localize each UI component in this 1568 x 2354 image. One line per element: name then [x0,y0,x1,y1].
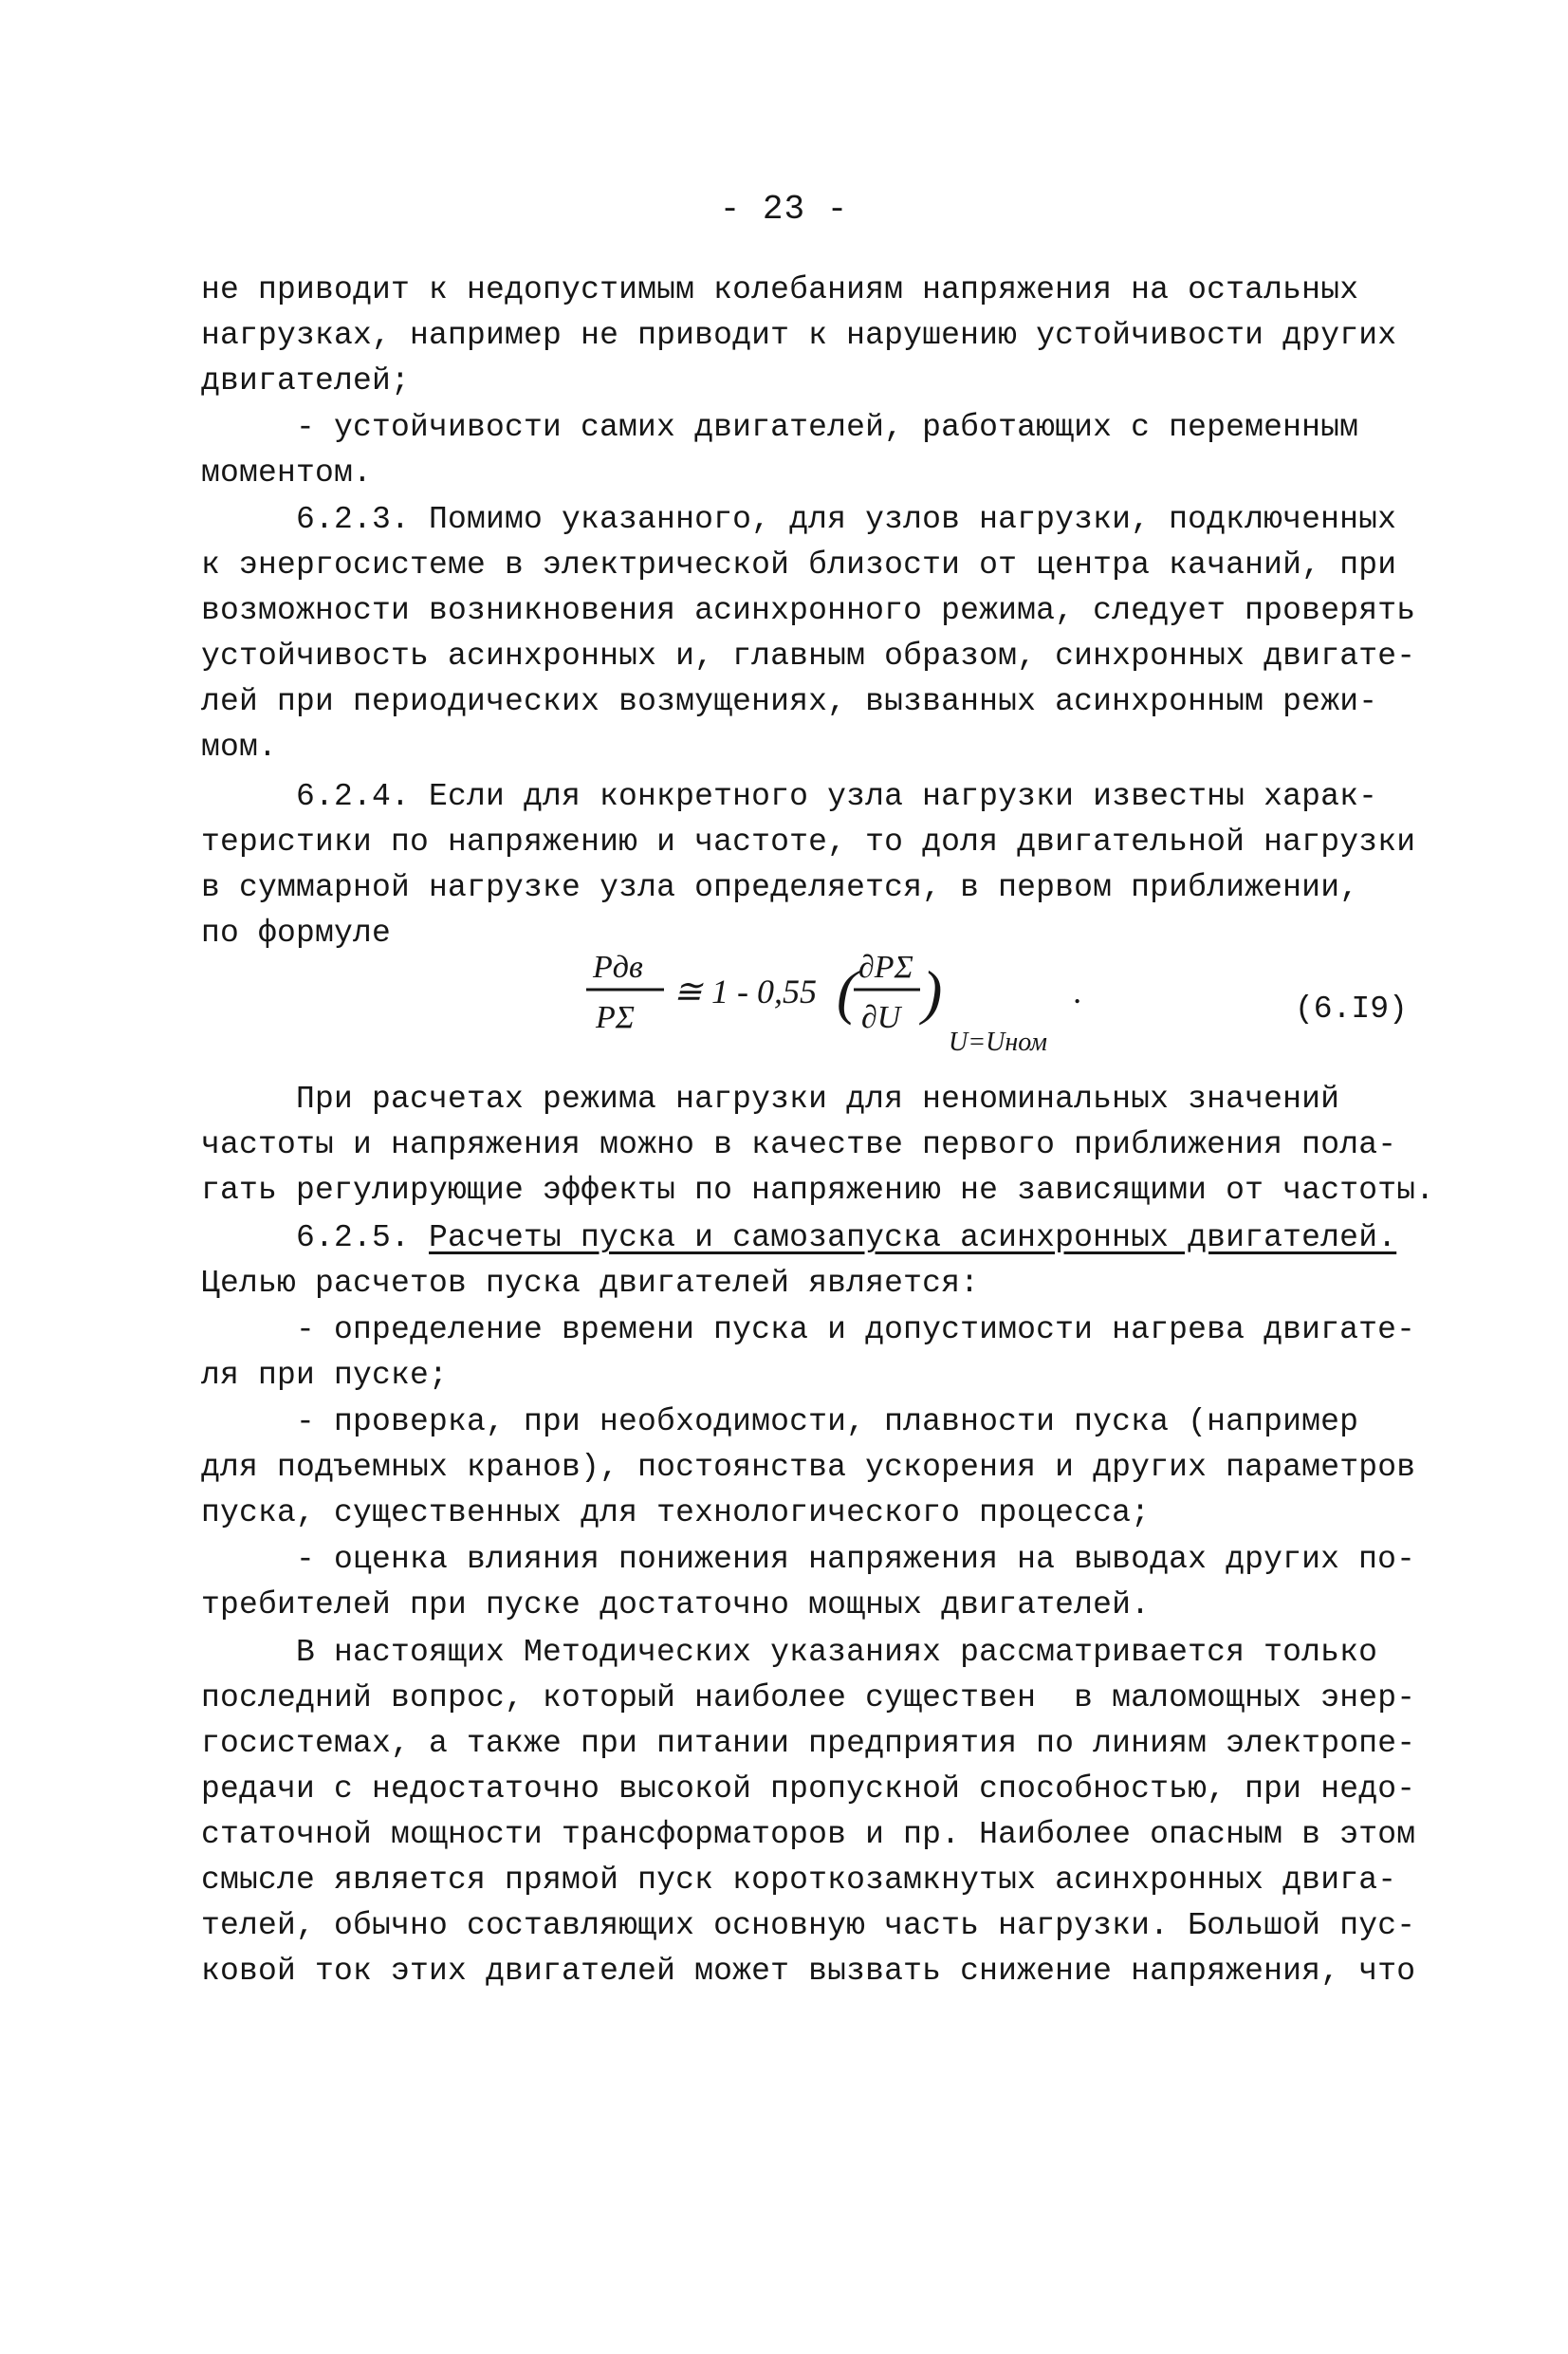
formula-period: . [1074,973,1082,1010]
text-line: Целью расчетов пуска двигателей является: [201,1266,980,1301]
section-heading-underlined: Расчеты пуска и самозапуска асинхронных двигателей. [429,1220,1397,1255]
text-line: не приводит к недопустимым колебаниям напряжения на остальных [201,272,1359,307]
text-line: статочной мощности трансформаторов и пр. Наиболее опасным в этом [201,1817,1416,1852]
paragraph-methodical-instructions [201,1630,1425,1994]
text-line: пуска, существенных для технологического процесса; [201,1495,1151,1530]
paragraph-6-2-5 [201,1215,1425,1307]
text-line: телей, обычно составляющих основную часть нагрузки. Большой пус- [201,1908,1416,1943]
text-line: частоты и напряжения можно в качестве первого приближения пола- [201,1127,1397,1162]
text-line: В настоящих Методических указаниях рассматривается только [296,1635,1378,1670]
text-line: последний вопрос, который наиболее существен в маломощных энер- [201,1680,1416,1715]
text-line: - устойчивости самих двигателей, работающих с переменным [296,410,1359,445]
list-item-start-time [201,1307,1425,1399]
list-item-smoothness [201,1399,1425,1536]
text-line: возможности возникновения асинхронного режима, следует проверять [201,593,1416,628]
list-item-voltage-drop [201,1537,1425,1628]
text-line: требителей при пуске достаточно мощных двигателей. [201,1587,1151,1622]
formula-lhs-numerator: Pдв [593,950,643,985]
text-line: ковой ток этих двигателей может вызвать снижение напряжения, что [201,1954,1416,1989]
formula-derivative-denominator: ∂U [861,1000,901,1035]
formula-6-19 [569,935,1138,1067]
formula-approx-sign: ≅ [673,973,703,1010]
paragraph-6-2-4 [201,774,1425,956]
text-line: моментом. [201,455,373,491]
text-line: смысле является прямой пуск короткозамкнутых асинхронных двига- [201,1863,1397,1898]
text-line: госистемах, а также при питании предприятия по линиям электропе- [201,1726,1416,1761]
text-line: При расчетах режима нагрузки для неноминальных значений [296,1082,1340,1117]
text-line: 6.2.4. Если для конкретного узла нагрузки известны харак- [296,779,1378,814]
paragraph-regulating-effects [201,1077,1435,1214]
formula-left-paren: ( [837,958,858,1026]
text-line: мом. [201,730,278,765]
text-line: нагрузках, например не приводит к нарушению устойчивости других [201,318,1397,353]
text-line [201,1215,1425,1261]
text-line: по формуле [201,916,392,951]
formula-one-minus-coefficient: 1 - 0,55 [711,973,817,1010]
page-number: - 23 - [719,190,849,229]
text-line: к энергосистеме в электрической близости от центра качаний, при [201,547,1397,583]
formula-evaluation-subscript: U=Uном [949,1028,1048,1057]
text-line: в суммарной нагрузке узла определяется, в первом приближении, [201,870,1359,905]
text-line: устойчивость асинхронных и, главным образом, синхронных двигате- [201,639,1416,674]
text-line: гать регулирующие эффекты по напряжению не зависящими от частоты. [201,1173,1435,1208]
paragraph-6-2-3 [201,497,1425,770]
text-line: - оценка влияния понижения напряжения на выводах других по- [296,1542,1416,1577]
text-line: двигателей; [201,363,411,399]
formula-lhs-denominator: PΣ [596,1000,635,1035]
text-line: лей при периодических возмущениях, вызванных асинхронным режи- [201,684,1378,719]
text-line: 6.2.3. Помимо указанного, для узлов нагрузки, подключенных [296,502,1397,537]
text-line: ля при пуске; [201,1358,449,1393]
formula-right-paren: ) [922,958,943,1026]
formula-derivative-numerator: ∂PΣ [858,950,913,985]
formula-svg [569,935,1138,1067]
text-line: - определение времени пуска и допустимости нагрева двигате- [296,1312,1416,1347]
text-line: теристики по напряжению и частоте, то доля двигательной нагрузки [201,825,1416,860]
section-number: 6.2.5. [296,1220,430,1255]
text-line: для подъемных кранов), постоянства ускорения и других параметров [201,1450,1416,1485]
equation-number: (6.I9) [1295,992,1408,1027]
paragraph-continuation [201,268,1425,404]
paragraph-stability-list-item [201,405,1425,496]
text-line: - проверка, при необходимости, плавности пуска (например [296,1404,1359,1439]
text-line: редачи с недостаточно высокой пропускной способностью, при недо- [201,1771,1416,1807]
